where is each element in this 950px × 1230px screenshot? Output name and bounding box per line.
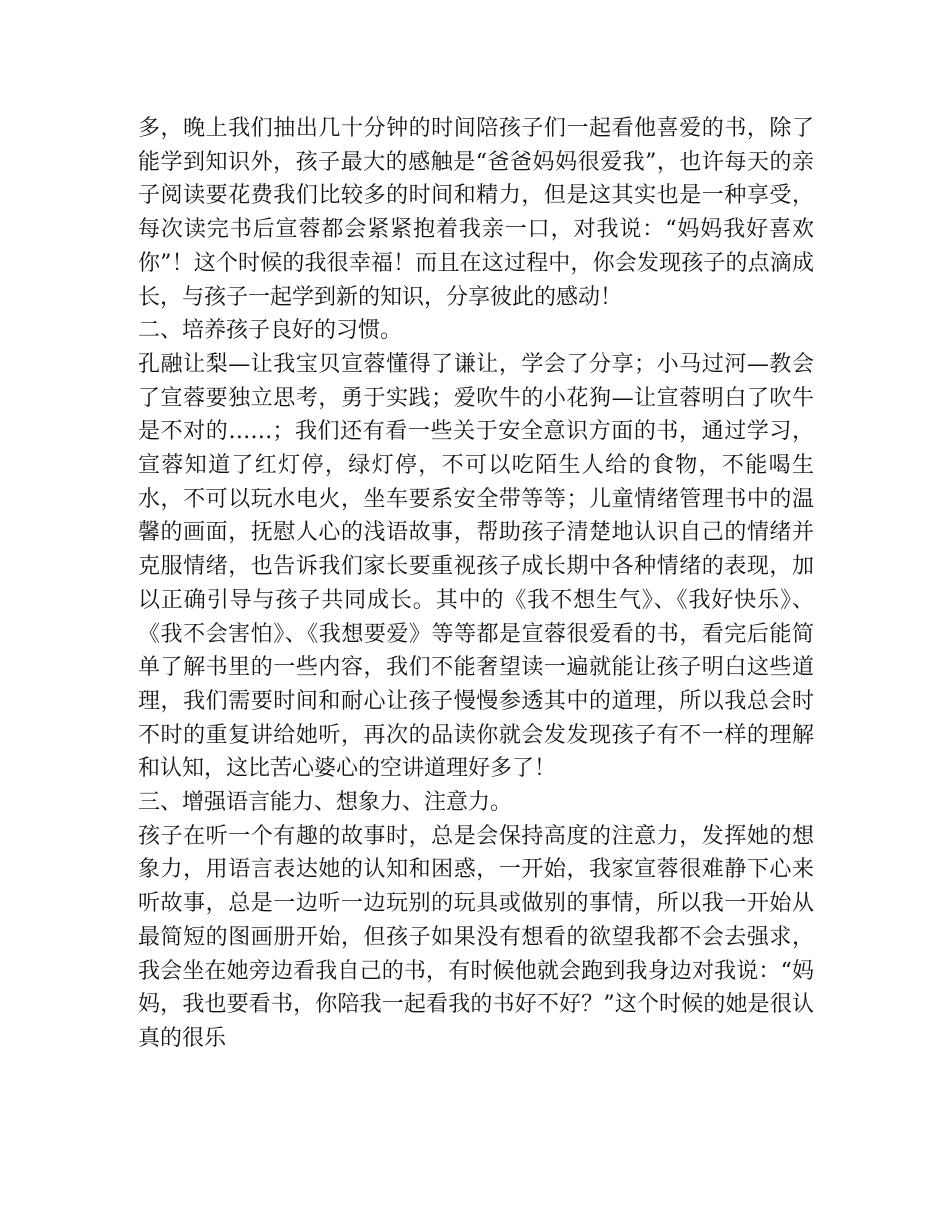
paragraph-good-habits: 孔融让梨—让我宝贝宣蓉懂得了谦让，学会了分享；小马过河—教会了宣蓉要独立思考，勇于实践；爱吹牛的小花狗—让宣蓉明白了吹牛是不对的……；我们还有看一些关于安全意识方面的书，通过学习，宣蓉知道了红灯停，绿灯停，不可以吃陌生人给的食物，不能喝生水，不可以玩水电火，坐车要系安全带等等；儿童情绪管理书中的温馨的画面，抚慰人心的浅语故事，帮助孩子清楚地认识自己的情绪并克服情绪，也告诉我们家长要重视孩子成长期中各种情绪的表现，加以正确引导与孩子共同成长。其中的《我不想生气》、《我好快乐》、《我不会害怕》、《我想要爱》等等都是宣蓉很爱看的书，看完后能简单了解书里的一些内容，我们不能奢望读一遍就能让孩子明白这些道理，我们需要时间和耐心让孩子慢慢参透其中的道理，所以我总会时不时的重复讲给她听，再次的品读你就会发发现孩子有不一样的理解和认知，这比苦心婆心的空讲道理好多了！ [138, 351, 814, 782]
paragraph-reading-benefits: 多，晚上我们抽出几十分钟的时间陪孩子们一起看他喜爱的书，除了能学到知识外，孩子最大的感触是“爸爸妈妈很爱我”，也许每天的亲子阅读要花费我们比较多的时间和精力，但是这其实也是一种享受，每次读完书后宣蓉都会紧紧抱着我亲一口，对我说：“妈妈我好喜欢你”！这个时候的我很幸福！而且在这过程中，你会发现孩子的点滴成长，与孩子一起学到新的知识，分享彼此的感动！ [138, 116, 814, 310]
paragraph-language-imagination: 孩子在听一个有趣的故事时，总是会保持高度的注意力，发挥她的想象力，用语言表达她的认知和困惑，一开始，我家宣蓉很难静下心来听故事，总是一边听一边玩别的玩具或做别的事情，所以我一开始从最简短的图画册开始，但孩子如果没有想看的欲望我都不会去强求，我会坐在她旁边看我自己的书，有时候他就会跑到我身边对我说：“妈妈，我也要看书，你陪我一起看我的书好不好？”这个时候的她是很认真的很乐 [138, 823, 814, 1051]
document-page [138, 112, 814, 1056]
heading-language-imagination: 三、增强语言能力、想象力、注意力。 [138, 790, 513, 816]
heading-good-habits: 二、培养孩子良好的习惯。 [138, 318, 403, 344]
